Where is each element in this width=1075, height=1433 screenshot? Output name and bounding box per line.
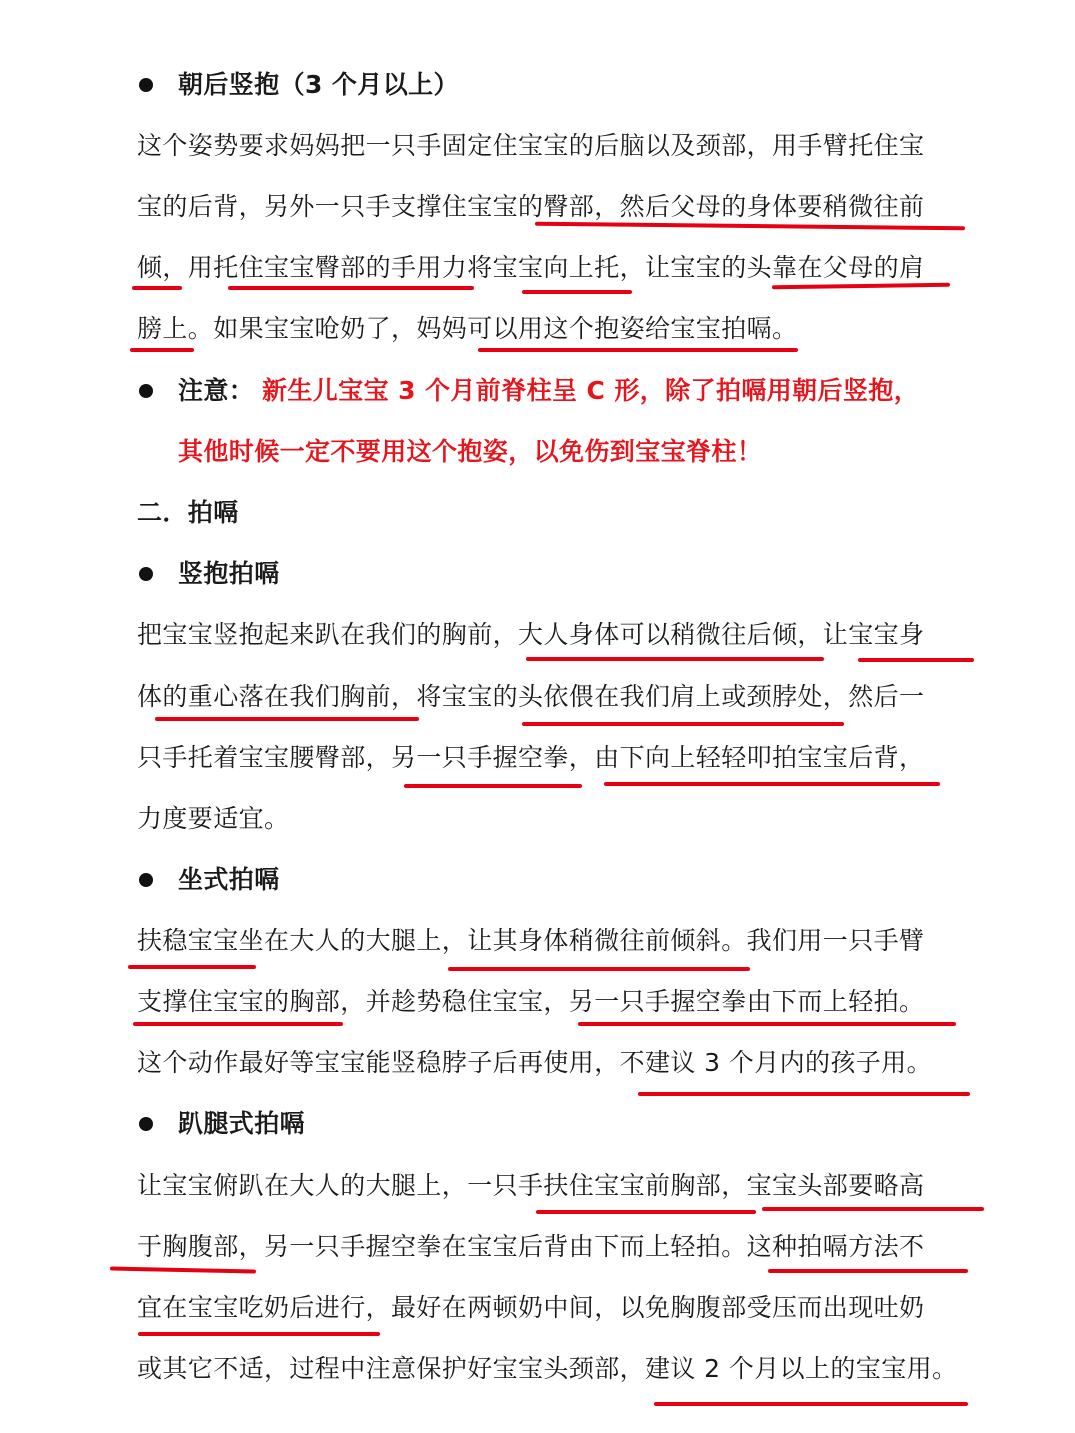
paragraph-line: 或其它不适，过程中注意保护好宝宝头颈部，建议 2 个月以上的宝宝用。 (137, 1354, 958, 1383)
red-underline (128, 965, 256, 969)
red-underline (522, 290, 632, 294)
heading-sitting-burping: 坐式拍嗝 (178, 865, 280, 894)
red-underline (404, 784, 582, 788)
red-underline (155, 717, 419, 721)
paragraph-line: 倾，用托住宝宝臀部的手用力将宝宝向上托，让宝宝的头靠在父母的肩 (137, 253, 925, 282)
red-underline (138, 1332, 380, 1336)
red-underline (578, 1022, 956, 1026)
red-underline (526, 657, 824, 661)
red-underline (654, 1402, 968, 1406)
paragraph-line: 这个姿势要求妈妈把一只手固定住宝宝的后脑以及颈部，用手臂托住宝 (137, 131, 925, 160)
bullet-icon (139, 1117, 153, 1131)
paragraph-line: 扶稳宝宝坐在大人的大腿上，让其身体稍微往前倾斜。我们用一只手臂 (137, 926, 925, 955)
heading-back-hold: 朝后竖抱（3 个月以上） (178, 70, 459, 99)
red-underline (762, 1207, 984, 1211)
paragraph-line: 只手托着宝宝腰臀部，另一只手握空拳，由下向上轻轻叩拍宝宝后背， (137, 743, 925, 772)
red-underline (132, 286, 182, 290)
bullet-icon (139, 567, 153, 581)
red-underline (768, 1269, 968, 1273)
heading-lap-burping: 趴腿式拍嗝 (178, 1109, 306, 1138)
red-underline (604, 782, 940, 786)
paragraph-line: 宝的后背，另外一只手支撑住宝宝的臀部，然后父母的身体要稍微往前 (137, 192, 925, 221)
red-underline (478, 348, 798, 352)
red-underline (522, 722, 844, 726)
paragraph-line: 力度要适宜。 (137, 804, 290, 833)
red-underline (130, 348, 194, 352)
red-underline (536, 1210, 756, 1214)
bullet-icon (139, 384, 153, 398)
paragraph-line: 支撑住宝宝的胸部，并趁势稳住宝宝，另一只手握空拳由下而上轻拍。 (137, 987, 925, 1016)
note-warning-line: 新生儿宝宝 3 个月前脊柱呈 C 形，除了拍嗝用朝后竖抱， (262, 376, 920, 405)
bullet-icon (139, 78, 153, 92)
red-underline (448, 967, 750, 971)
red-underline (638, 1092, 970, 1096)
paragraph-line: 体的重心落在我们胸前，将宝宝的头依偎在我们肩上或颈脖处，然后一 (137, 682, 925, 711)
note-label: 注意： (178, 376, 255, 405)
paragraph-line: 于胸腹部，另一只手握空拳在宝宝后背由下而上轻拍。这种拍嗝方法不 (137, 1232, 925, 1261)
paragraph-line: 让宝宝俯趴在大人的大腿上，一只手扶住宝宝前胸部，宝宝头部要略高 (137, 1171, 925, 1200)
paragraph-line: 宜在宝宝吃奶后进行，最好在两顿奶中间，以免胸腹部受压而出现吐奶 (137, 1293, 925, 1322)
red-underline (228, 286, 474, 290)
bullet-icon (139, 873, 153, 887)
paragraph-line: 膀上。如果宝宝呛奶了，妈妈可以用这个抱姿给宝宝拍嗝。 (137, 314, 798, 343)
red-underline (133, 1022, 343, 1026)
paragraph-line: 这个动作最好等宝宝能竖稳脖子后再使用，不建议 3 个月内的孩子用。 (137, 1048, 933, 1077)
section-heading-burping: 二．拍嗝 (137, 498, 239, 527)
heading-upright-burping: 竖抱拍嗝 (178, 559, 280, 588)
red-underline (858, 658, 974, 662)
red-underline (110, 1266, 256, 1273)
note-warning-line: 其他时候一定不要用这个抱姿，以免伤到宝宝脊柱！ (178, 437, 763, 466)
paragraph-line: 把宝宝竖抱起来趴在我们的胸前，大人身体可以稍微往后倾，让宝宝身 (137, 620, 925, 649)
